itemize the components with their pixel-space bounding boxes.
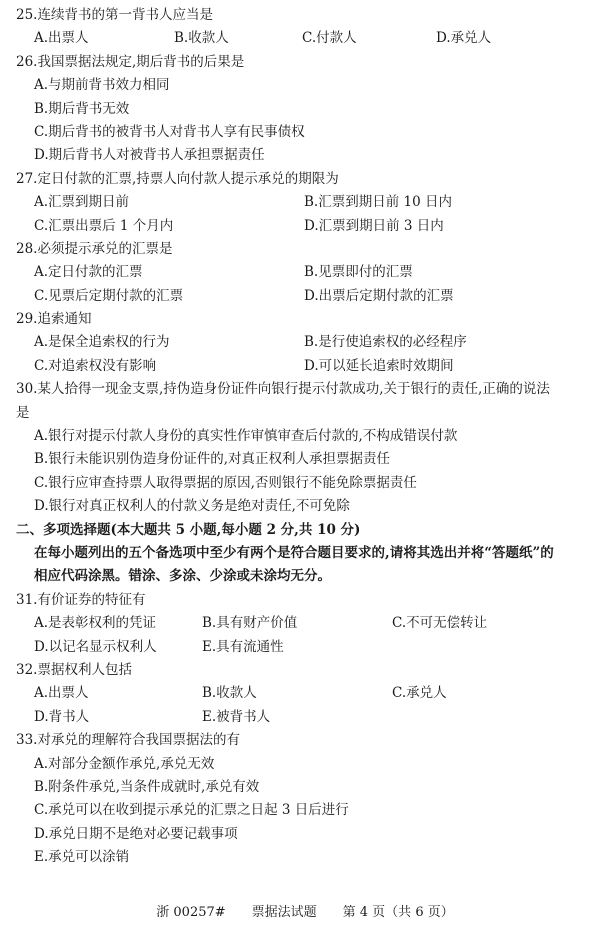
question-32-stem: 32.票据权利人包括 <box>16 661 132 678</box>
question-28-options-row1 <box>16 261 602 284</box>
option-b: B.汇票到期日前 10 日内 <box>304 194 452 211</box>
option-c: C.见票后定期付款的汇票 <box>34 287 184 304</box>
option-b: B.见票即付的汇票 <box>304 264 413 281</box>
option-b: B.附条件承兑,当条件成就时,承兑有效 <box>34 778 260 795</box>
option-e: E.具有流通性 <box>202 638 284 655</box>
option-c: C.承兑可以在收到提示承兑的汇票之日起 3 日后进行 <box>34 802 349 819</box>
question-29-options-row1 <box>16 331 602 354</box>
option-d: D.汇票到期日前 3 日内 <box>304 217 444 234</box>
question-25-options <box>16 27 602 50</box>
option-a: A.与期前背书效力相同 <box>34 77 170 94</box>
question-32-options-row1 <box>16 682 602 705</box>
option-a: A.银行对提示付款人身份的真实性作审慎审查后付款的,不构成错误付款 <box>34 428 458 445</box>
option-a: A.对部分金额作承兑,承兑无效 <box>34 755 215 772</box>
question-30-stem: 30.某人拾得一现金支票,持伪造身份证件向银行提示付款成功,关于银行的责任,正确的说法 <box>16 381 550 398</box>
option-d: D.可以延长追索时效期间 <box>304 357 454 374</box>
option-c: C.对追索权没有影响 <box>34 357 157 374</box>
option-a: A.是表彰权利的凭证 <box>34 615 157 632</box>
section-2-instructions: 在每小题列出的五个备选项中至少有两个是符合题目要求的,请将其选出并将“答题纸”的 <box>34 544 554 561</box>
option-e: E.被背书人 <box>202 708 271 725</box>
question-28-options-row2 <box>16 285 602 308</box>
option-a: A.定日付款的汇票 <box>34 264 143 281</box>
option-a: A.是保全追索权的行为 <box>34 334 170 351</box>
option-c: C.期后背书的被背书人对背书人享有民事债权 <box>34 123 305 140</box>
section-2-title: 二、多项选择题(本大题共 5 小题,每小题 2 分,共 10 分) <box>16 521 361 538</box>
question-31-options-row1 <box>16 612 602 635</box>
option-b: B.银行未能识别伪造身份证件的,对真正权利人承担票据责任 <box>34 451 391 468</box>
option-b: B.是行使追索权的必经程序 <box>304 334 467 351</box>
question-33-stem: 33.对承兑的理解符合我国票据法的有 <box>16 732 240 749</box>
option-c: C.不可无偿转让 <box>392 615 488 632</box>
section-2-instructions-continued: 相应代码涂黑。错涂、多涂、少涂或未涂均无分。 <box>34 568 331 585</box>
question-31-stem: 31.有价证券的特征有 <box>16 591 146 608</box>
option-c: C.银行应审查持票人取得票据的原因,否则银行不能免除票据责任 <box>34 474 417 491</box>
question-30-stem-continued: 是 <box>16 404 30 421</box>
option-c: C.付款人 <box>302 30 357 47</box>
option-d: D.出票后定期付款的汇票 <box>304 287 454 304</box>
option-d: D.承兑日期不是绝对必要记载事项 <box>34 825 238 842</box>
option-c: C.承兑人 <box>392 685 447 702</box>
question-27-options-row1 <box>16 191 602 214</box>
option-d: D.承兑人 <box>436 30 492 47</box>
question-32-options-row2 <box>16 706 602 729</box>
option-d: D.期后背书人对被背书人承担票据责任 <box>34 147 265 164</box>
option-b: B.收款人 <box>174 30 229 47</box>
question-25-stem: 25.连续背书的第一背书人应当是 <box>16 7 213 23</box>
option-e: E.承兑可以涂销 <box>34 849 130 866</box>
option-a: A.出票人 <box>34 685 89 702</box>
question-27-stem: 27.定日付款的汇票,持票人向付款人提示承兑的期限为 <box>16 170 339 187</box>
option-b: B.具有财产价值 <box>202 615 298 632</box>
option-a: A.出票人 <box>34 30 89 47</box>
option-c: C.汇票出票后 1 个月内 <box>34 217 174 234</box>
option-a: A.汇票到期日前 <box>34 194 130 211</box>
question-27-options-row2 <box>16 215 602 238</box>
question-29-options-row2 <box>16 355 602 378</box>
exam-page <box>16 4 602 869</box>
option-d: D.背书人 <box>34 708 90 725</box>
option-d: D.以记名显示权利人 <box>34 638 157 655</box>
page-footer: 浙 00257# 票据法试题 第 4 页（共 6 页） <box>156 905 454 920</box>
option-b: B.收款人 <box>202 685 257 702</box>
question-29-stem: 29.追索通知 <box>16 311 92 328</box>
question-31-options-row2 <box>16 636 602 659</box>
question-26-stem: 26.我国票据法规定,期后背书的后果是 <box>16 53 245 70</box>
question-28-stem: 28.必须提示承兑的汇票是 <box>16 240 173 257</box>
option-d: D.银行对真正权利人的付款义务是绝对责任,不可免除 <box>34 498 350 515</box>
option-b: B.期后背书无效 <box>34 100 130 117</box>
